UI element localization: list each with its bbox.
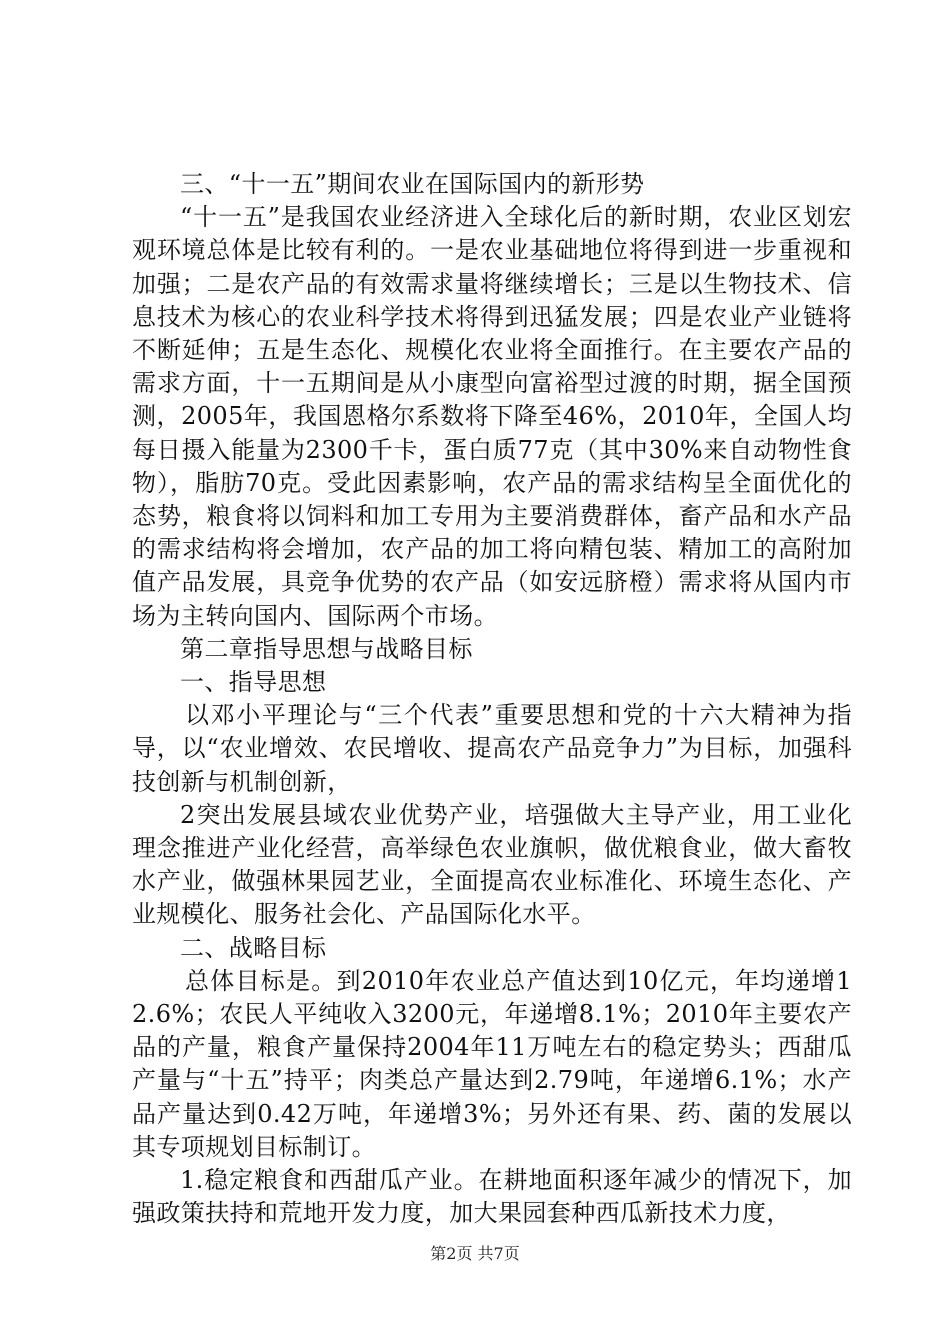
page-number-footer: 第2页 共7页 [430, 1244, 520, 1263]
document-body [132, 168, 852, 1231]
paragraph-grain-melon-industry: 1.稳定粮食和西甜瓜产业。在耕地面积逐年减少的情况下，加强政策扶持和荒地开发力度，加大果园套种西瓜新技术力度， [132, 1166, 852, 1228]
paragraph-eleventh-five-year-overview: “十一五”是我国农业经济进入全球化后的新时期，农业区划宏观环境总体是比较有利的。一是农业基础地位将得到进一步重视和加强；二是农产品的有效需求量将继续增长；三是以生物技术、信息技术为核心的农业科学技术将得到迅猛发展；四是农业产业链将不断延伸；五是生态化、规模化农业将全面推行。在主要农产品的需求方面，十一五期间是从小康型向富裕型过渡的时期，据全国预测，2005年，我国恩格尔系数将下降至46%，2010年，全国人均每日摄入能量为2300千卡，蛋白质77克（其中30%来自动物性食物），脂肪70克。受此因素影响，农产品的需求结构呈全面优化的态势，粮食将以饲料和加工专用为主要消费群体，畜产品和水产品的需求结构将会增加，农产品的加工将向精包装、精加工的高附加值产品发展，具竞争优势的农产品（如安远脐橙）需求将从国内市场为主转向国内、国际两个市场。 [132, 203, 852, 630]
paragraph-overall-goals: 总体目标是。到2010年农业总产值达到10亿元，年均递增12.6%；农民人平纯收入3200元，年递增8.1%；2010年主要农产品的产量，粮食产量保持2004年11万吨左右的稳定势头；西甜瓜产量与“十五”持平；肉类总产量达到2.79吨，年递增6.1%；水产品产量达到0.42万吨，年递增3%；另外还有果、药、菌的发展以其专项规划目标制订。 [132, 966, 852, 1161]
section-heading-guiding-thought: 一、指导思想 [180, 668, 327, 697]
section-heading-new-situation: 三、“十一五”期间农业在国际国内的新形势 [180, 170, 645, 198]
chapter-heading-guiding-thought: 第二章指导思想与战略目标 [180, 634, 473, 663]
paragraph-guiding-principle: 以邓小平理论与“三个代表”重要思想和党的十六大精神为指导，以“农业增效、农民增收、提高农产品竞争力”为目标，加强科技创新与机制创新， [132, 701, 852, 796]
section-heading-strategic-goals: 二、战略目标 [180, 933, 327, 962]
paragraph-key-industries: 2突出发展县域农业优势产业，培强做大主导产业，用工业化理念推进产业化经营，高举绿色农业旗帜，做优粮食业，做大畜牧水产业，做强林果园艺业，全面提高农业标准化、环境生态化、产业规模化、服务社会化、产品国际化水平。 [132, 800, 852, 929]
